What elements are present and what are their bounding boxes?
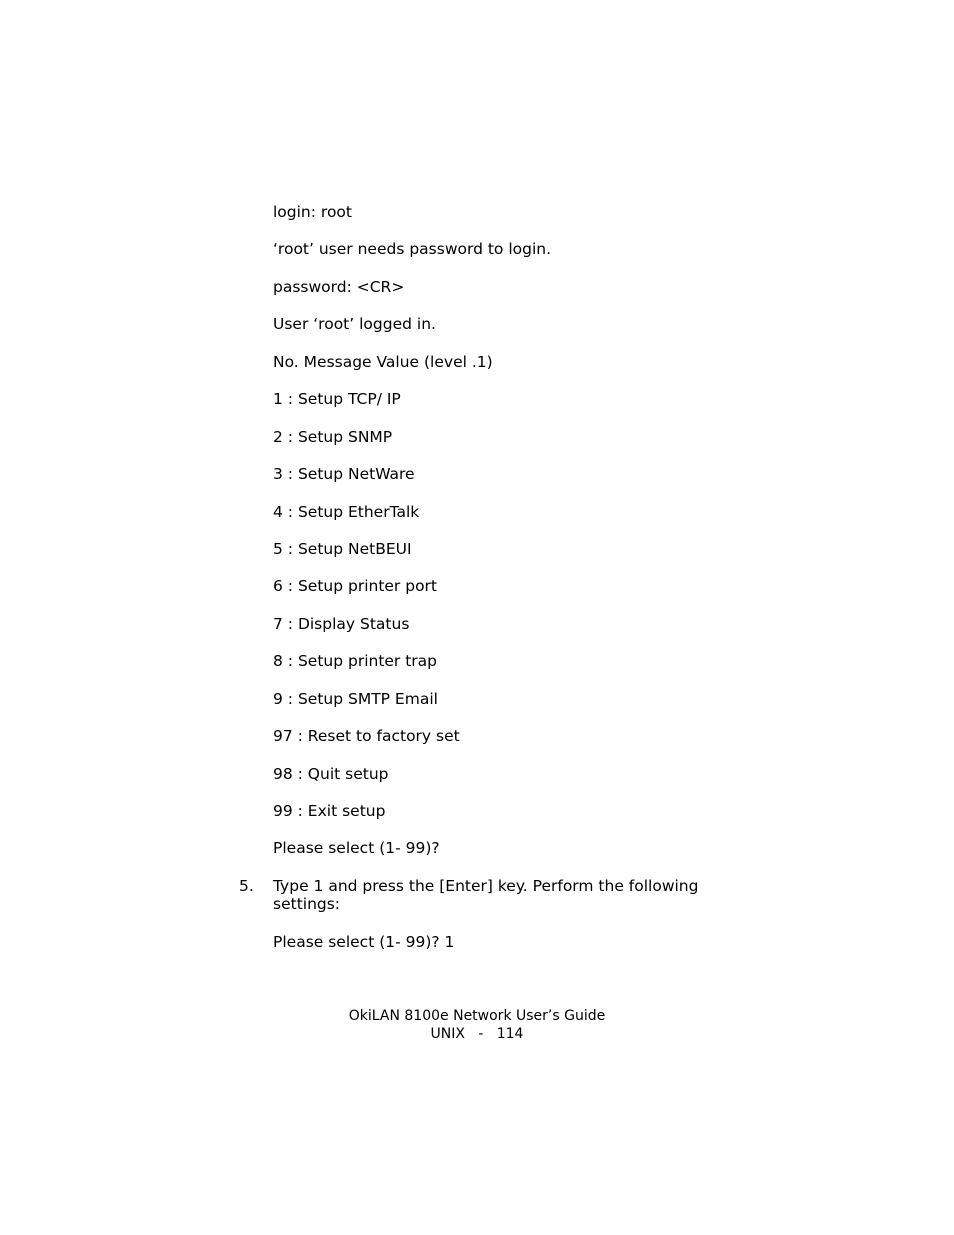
- footer-page-number: UNIX - 114: [430, 1025, 524, 1042]
- logged-in-line: User ‘root’ logged in.: [273, 315, 436, 334]
- menu-item-exit-setup: 99 : Exit setup: [273, 802, 386, 820]
- menu-item-quit-setup: 98 : Quit setup: [273, 764, 389, 783]
- password-required-line: ‘root’ user needs password to login.: [273, 240, 552, 259]
- footer-guide-title: OkiLAN 8100e Network User’s Guide: [348, 1008, 606, 1024]
- menu-header-line: No. Message Value (level .1): [273, 352, 493, 371]
- step-number: 5.: [239, 877, 254, 895]
- page-footer: [0, 1008, 954, 1043]
- menu-item-setup-smtp-email: 9 : Setup SMTP Email: [273, 689, 438, 708]
- terminal-session-listing: [273, 203, 833, 877]
- menu-item-setup-snmp: 2 : Setup SNMP: [273, 427, 393, 446]
- menu-item-setup-ethertalk: 4 : Setup EtherTalk: [273, 502, 420, 521]
- menu-item-setup-printer-trap: 8 : Setup printer trap: [273, 652, 438, 671]
- menu-item-reset-factory: 97 : Reset to factory set: [273, 727, 460, 746]
- password-prompt-line: password: <CR>: [273, 277, 405, 296]
- select-prompt-answer-line: Please select (1- 99)? 1: [273, 933, 455, 951]
- menu-item-setup-netbeui: 5 : Setup NetBEUI: [273, 539, 412, 558]
- login-line: login: root: [273, 203, 352, 221]
- select-prompt-line: Please select (1- 99)?: [273, 839, 440, 858]
- menu-item-setup-printer-port: 6 : Setup printer port: [273, 577, 438, 596]
- menu-item-setup-tcpip: 1 : Setup TCP/ IP: [273, 390, 401, 409]
- step-text: Type 1 and press the [Enter] key. Perform the following settings:: [273, 877, 699, 913]
- menu-item-setup-netware: 3 : Setup NetWare: [273, 465, 415, 484]
- menu-item-display-status: 7 : Display Status: [273, 614, 410, 633]
